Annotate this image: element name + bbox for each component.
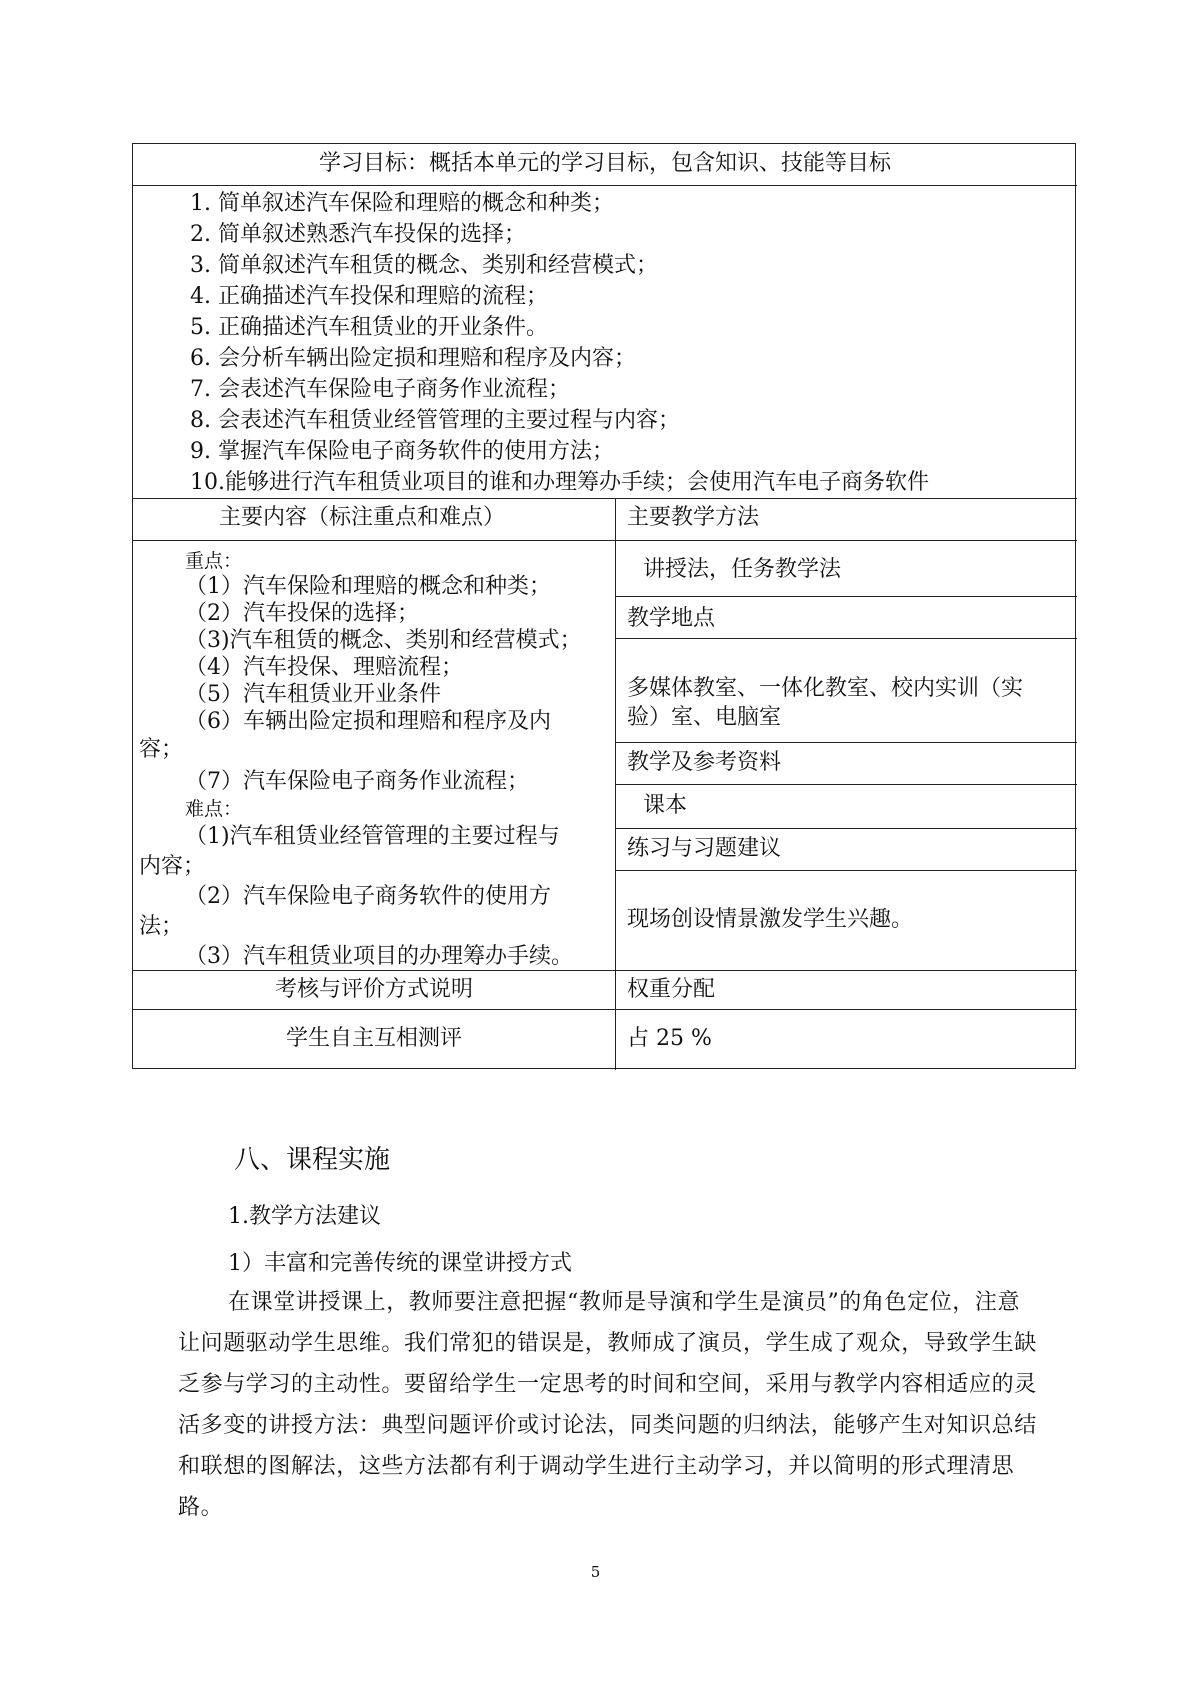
course-unit-table: [132, 143, 1076, 1069]
objectives-header: 学习目标：概括本单元的学习目标，包含知识、技能等目标: [318, 151, 891, 176]
list-item: （6）车辆出险定损和理赔和程序及内: [185, 709, 551, 734]
list-item: 容；: [139, 737, 184, 762]
list-item: 7. 会表述汽车保险电子商务作业流程；: [190, 377, 570, 402]
row-divider: [133, 970, 1077, 971]
list-item: 2. 简单叙述熟悉汽车投保的选择；: [190, 222, 526, 247]
subsection-subtitle: 1）丰富和完善传统的课堂讲授方式: [228, 1251, 572, 1276]
row-divider: [615, 638, 1077, 639]
list-item: （5）汽车租赁业开业条件: [185, 682, 441, 707]
list-item: （2）汽车投保的选择；: [185, 601, 419, 626]
column-divider: [615, 498, 616, 1070]
list-item: 内容；: [139, 854, 206, 879]
list-item: （3）汽车租赁业项目的办理筹办手续。: [185, 944, 573, 969]
materials-header: 教学及参考资料: [627, 750, 782, 775]
row-divider: [615, 742, 1077, 743]
row-divider: [615, 828, 1077, 829]
list-item: 6. 会分析车辆出险定损和理赔和程序及内容；: [190, 346, 636, 371]
teaching-method-header: 主要教学方法: [627, 505, 760, 530]
location-value-line2: 验）室、电脑室: [627, 705, 782, 730]
list-item: 8. 会表述汽车租赁业经管管理的主要过程与内容；: [190, 408, 680, 433]
teaching-method-value: 讲授法，任务教学法: [643, 557, 842, 582]
key-points-label: 重点：: [185, 550, 243, 572]
list-item: （2）汽车保险电子商务软件的使用方: [185, 884, 551, 909]
list-item: （4）汽车投保、理赔流程；: [185, 655, 463, 680]
row-divider: [133, 540, 1077, 541]
weight-header: 权重分配: [627, 977, 716, 1002]
main-content-header: 主要内容（标注重点和难点）: [219, 505, 506, 530]
list-item: 法；: [139, 914, 184, 939]
exercises-header: 练习与习题建议: [627, 836, 782, 861]
difficult-points-label: 难点：: [185, 798, 243, 820]
row-divider: [615, 870, 1077, 871]
assessment-header: 考核与评价方式说明: [274, 977, 473, 1002]
weight-value: 占 25 %: [627, 1026, 712, 1051]
list-item: 9. 掌握汽车保险电子商务软件的使用方法；: [190, 439, 614, 464]
section-title: 八、课程实施: [234, 1145, 391, 1175]
location-header: 教学地点: [627, 606, 716, 631]
assessment-value: 学生自主互相测评: [285, 1026, 462, 1051]
list-item: 5. 正确描述汽车租赁业的开业条件。: [190, 315, 548, 340]
row-divider: [615, 596, 1077, 597]
row-divider: [133, 1009, 1077, 1010]
row-divider: [133, 498, 1077, 499]
row-divider: [615, 784, 1077, 785]
body-paragraph: 在课堂讲授课上，教师要注意把握“教师是导演和学生是演员”的角色定位，注意让问题驱动学生思维。我们常犯的错误是，教师成了演员，学生成了观众，导致学生缺乏参与学习的主动性。要留给学生一定思考的时间和空间，采用与教学内容相适应的灵活多变的讲授方法：典型问题评价或讨论法，同类问题的归纳法，能够产生对知识总结和联想的图解法，这些方法都有利于调动学生进行主动学习，并以简明的形式理清思路。: [178, 1290, 1037, 1520]
list-item: 10.能够进行汽车租赁业项目的谁和办理筹办手续；会使用汽车电子商务软件: [190, 470, 929, 495]
location-value-line1: 多媒体教室、一体化教室、校内实训（实: [627, 676, 1024, 701]
list-item: （7）汽车保险电子商务作业流程；: [185, 769, 529, 794]
page-number: 5: [590, 1563, 601, 1581]
list-item: 4. 正确描述汽车投保和理赔的流程；: [190, 284, 548, 309]
exercises-value: 现场创设情景激发学生兴趣。: [627, 907, 914, 932]
materials-value: 课本: [643, 793, 688, 818]
subsection-title: 1.教学方法建议: [228, 1204, 381, 1229]
list-item: （1)汽车租赁业经管管理的主要过程与: [185, 824, 560, 849]
list-item: 3. 简单叙述汽车租赁的概念、类别和经营模式；: [190, 253, 658, 278]
list-item: 1. 简单叙述汽车保险和理赔的概念和种类；: [190, 191, 614, 216]
list-item: （1）汽车保险和理赔的概念和种类；: [185, 574, 551, 599]
list-item: （3)汽车租赁的概念、类别和经营模式；: [185, 628, 582, 653]
